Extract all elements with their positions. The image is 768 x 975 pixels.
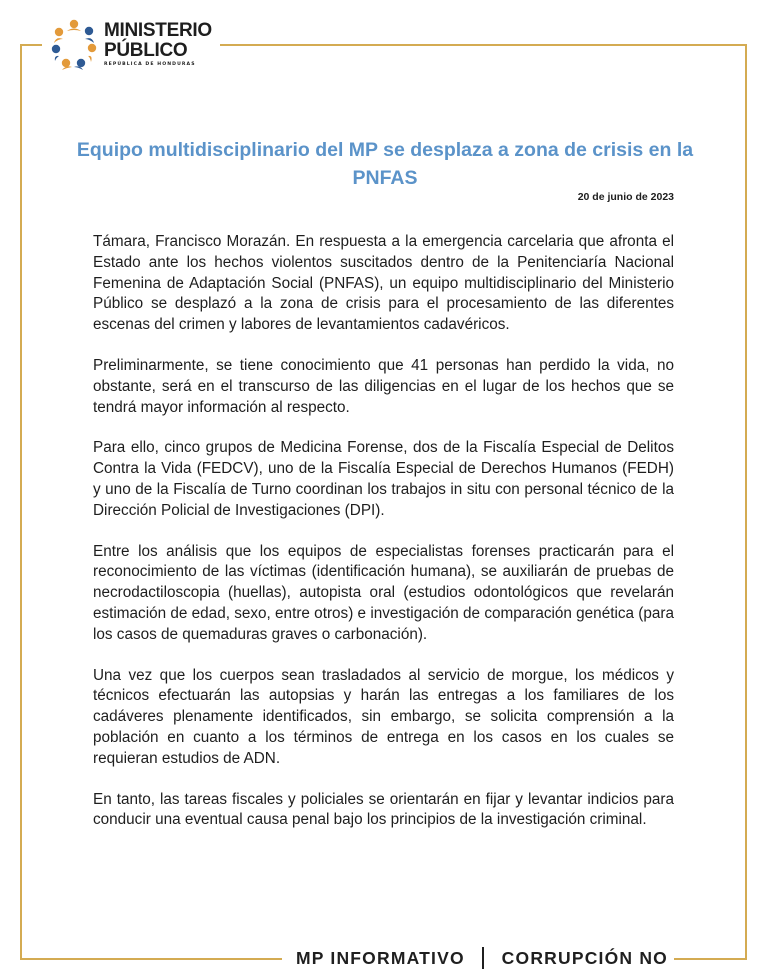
article-title: Equipo multidisciplinario del MP se desplaza a zona de crisis en la PNFAS bbox=[76, 139, 694, 189]
logo-wordmark bbox=[104, 21, 212, 68]
paragraph: Una vez que los cuerpos sean trasladados al servicio de morgue, los médicos y técnicos efectuarán las autopsias y harán las entregas a los familiares de los cadáveres plenamente identificados, sin embargo, se solicita comprensión a la población en cuanto a los términos de entrega en los casos en los cuales se requieran estudios de ADN. bbox=[93, 666, 674, 767]
ministerio-publico-emblem-icon bbox=[50, 18, 98, 72]
paragraph: Támara, Francisco Morazán. En respuesta a la emergencia carcelaria que afronta el Estado ante los hechos violentos suscitados dentro de la Penitenciaría Nacional Femenina de Adaptación Social (PNFAS), un equipo multidisciplinario del Ministerio Público se desplazó a la zona de crisis para el procesamiento de las diferentes escenas del crimen y labores de levantamientos cadavéricos. bbox=[93, 233, 674, 334]
paragraph: Preliminarmente, se tiene conocimiento que 41 personas han perdido la vida, no obstante, será en el transcurso de las diligencias en el lugar de los hechos que se tendrá mayor información al respecto. bbox=[93, 356, 674, 416]
paragraph: Entre los análisis que los equipos de especialistas forenses practicarán para el reconocimiento de las víctimas (identificación humana), se auxiliarán de pruebas de necrodactiloscopia (huellas), autopista oral (estudios odontológicos que revelarán estimación de edad, sexo, entre otros) e investigación de comparación genética (para los casos de quemaduras graves o carbonación). bbox=[93, 542, 674, 643]
article-date: 20 de junio de 2023 bbox=[577, 191, 674, 203]
footer-divider bbox=[482, 947, 484, 969]
logo-line-publico: PÚBLICO bbox=[104, 40, 188, 61]
footer-corrupcion-no: CORRUPCIÓN NO bbox=[501, 947, 668, 968]
paragraph: En tanto, las tareas fiscales y policiales se orientarán en fijar y levantar indicios para conducir una eventual causa penal bajo los principios de la investigación criminal. bbox=[93, 790, 674, 829]
logo-line-ministerio: MINISTERIO bbox=[104, 20, 212, 41]
footer-mp-informativo: MP INFORMATIVO bbox=[296, 947, 465, 968]
paragraph: Para ello, cinco grupos de Medicina Forense, dos de la Fiscalía Especial de Delitos Contra la Vida (FEDCV), uno de la Fiscalía Especial de Derechos Humanos (FEDH) y uno de la Fiscalía de Turno coordinan los trabajos in situ con personal técnico de la Dirección Policial de Investigaciones (DPI). bbox=[93, 439, 674, 519]
article-body bbox=[93, 232, 674, 851]
footer-slogan bbox=[296, 944, 668, 972]
ministerio-publico-logo bbox=[50, 18, 212, 72]
logo-subtitle: REPÚBLICA DE HONDURAS bbox=[104, 62, 196, 67]
